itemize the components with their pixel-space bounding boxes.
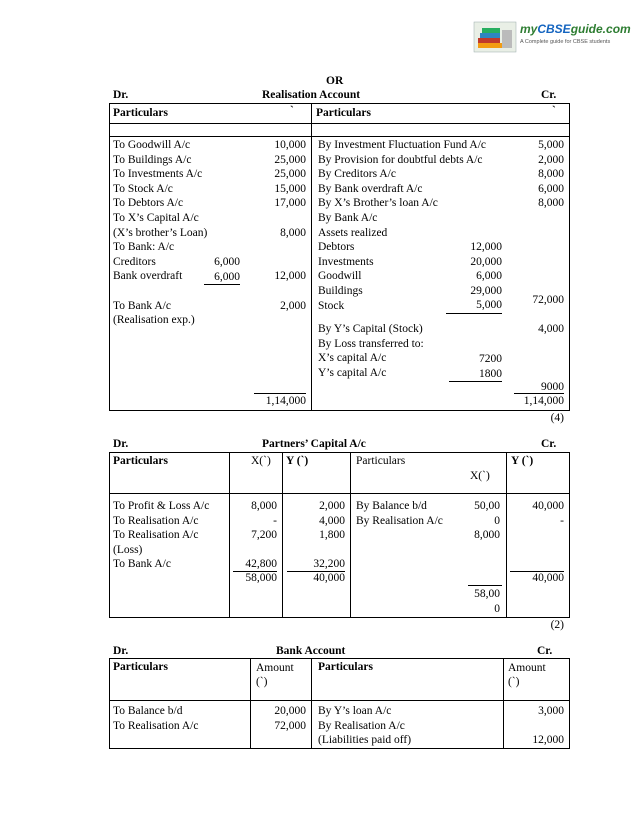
list-item: Debtors (318, 241, 355, 254)
bank-header-particulars-left: Particulars (113, 661, 168, 673)
realisation-right-inner: 12,000 20,000 6,000 29,000 5,000 7200 1800 (446, 240, 502, 382)
list-item: Assets realized (318, 226, 388, 239)
bank-left-column (113, 704, 198, 733)
site-logo (472, 16, 631, 56)
capital-left-y: 2,000 4,000 1,800 32,200 (313, 500, 345, 571)
list-item: (Liabilities paid off) (318, 734, 412, 747)
capital-header-x-left: X(`) (251, 455, 271, 467)
capital-header-y-left: Y (`) (286, 455, 309, 467)
bank-right-amounts: 3,000 12,000 (532, 705, 564, 747)
realisation-marks: (4) (550, 412, 564, 424)
list-item: To X’s Capital A/c (113, 211, 199, 224)
capital-right-column (356, 499, 443, 528)
list-item: By Loss transferred to: (318, 337, 424, 350)
realisation-left-inner: 6,000 6,000 (196, 255, 240, 285)
list-item: By Balance b/d (356, 500, 427, 512)
realisation-left-column (113, 138, 207, 328)
list-item: To Realisation A/c (113, 719, 199, 732)
list-item: To Profit & Loss A/c (113, 500, 210, 512)
capital-right-y: 40,000 - (532, 500, 564, 527)
capital-right-x: 50,00 0 8,000 (474, 500, 500, 542)
or-label: OR (326, 75, 344, 87)
realisation-title: Realisation Account (262, 89, 361, 101)
list-item: Goodwill (318, 270, 362, 283)
bank-cr: Cr. (537, 645, 553, 657)
capital-marks: (2) (550, 619, 564, 631)
bank-right-column (318, 704, 411, 748)
capital-right-total-y: 40,000 (532, 572, 564, 584)
brand-tagline: A Complete guide for CBSE students (520, 39, 611, 45)
list-item: Creditors (113, 255, 156, 268)
realisation-header-amount-left: ` (290, 105, 294, 117)
capital-header-x-right: X(`) (470, 470, 490, 482)
bank-title: Bank Account (276, 645, 346, 657)
realisation-loss-amount: 9000 (541, 381, 564, 393)
list-item: X’s capital A/c (318, 352, 387, 365)
capital-header-y-right: Y (`) (511, 455, 534, 467)
list-item: To Bank A/c (113, 299, 171, 312)
capital-header-particulars-right: Particulars (356, 455, 406, 467)
list-item: To Stock A/c (113, 182, 173, 195)
list-item: Investments (318, 255, 374, 268)
list-item: Bank overdraft (113, 270, 183, 283)
list-item: By Y’s Capital (Stock) (318, 323, 423, 336)
list-item: By Provision for doubtful debts A/c (318, 153, 483, 166)
list-item: By Investment Fluctuation Fund A/c (318, 139, 487, 151)
list-item: By Realisation A/c (356, 514, 443, 527)
capital-left-x: 8,000 - 7,200 42,800 (245, 500, 277, 571)
list-item: To Debtors A/c (113, 197, 184, 210)
capital-left-total-y: 40,000 (313, 572, 345, 584)
list-item: Stock (318, 299, 345, 312)
books-logo-icon (472, 18, 518, 54)
list-item: To Balance b/d (113, 705, 183, 717)
realisation-header-amount-right: ` (552, 105, 556, 117)
realisation-header-particulars-left: Particulars (113, 107, 168, 119)
capital-left-column (113, 499, 209, 572)
list-item: By Bank overdraft A/c (318, 182, 423, 195)
realisation-dr: Dr. (113, 89, 129, 101)
capital-cr: Cr. (541, 438, 557, 450)
bank-left-amounts: 20,000 72,000 (274, 705, 306, 732)
realisation-cr: Cr. (541, 89, 557, 101)
brand-name: myCBSEguide.com (520, 22, 631, 36)
bank-header-amount-right: Amount (`) (508, 662, 546, 688)
list-item: (Loss) (113, 543, 143, 556)
list-item: By X’s Brother’s loan A/c (318, 197, 438, 210)
list-item: (X’s brother’s Loan) (113, 226, 208, 239)
list-item: (Realisation exp.) (113, 314, 195, 327)
list-item: To Buildings A/c (113, 153, 192, 166)
list-item: To Realisation A/c (113, 514, 199, 527)
capital-title: Partners’ Capital A/c (262, 438, 366, 450)
capital-header-particulars-left: Particulars (113, 455, 168, 467)
capital-dr: Dr. (113, 438, 129, 450)
bank-header-amount-left: Amount (`) (256, 662, 294, 688)
list-item: To Investments A/c (113, 168, 203, 181)
list-item: By Realisation A/c (318, 719, 405, 732)
realisation-right-amounts: 5,000 2,000 8,000 6,000 8,000 (538, 139, 564, 210)
bank-header-particulars-right: Particulars (318, 661, 373, 673)
realisation-header-particulars-right: Particulars (316, 107, 371, 119)
realisation-left-amounts: 10,000 25,000 25,000 15,000 17,000 8,000 12,000 2,000 (274, 139, 306, 312)
list-item: By Bank A/c (318, 211, 378, 224)
bank-dr: Dr. (113, 645, 129, 657)
list-item: By Creditors A/c (318, 168, 396, 181)
realisation-assets-total: 72,000 (532, 294, 564, 306)
realisation-total-left: 1,14,000 (265, 395, 306, 407)
realisation-y-capital-amount: 4,000 (538, 323, 564, 335)
capital-left-total-x: 58,000 (245, 572, 277, 584)
list-item: To Goodwill A/c (113, 139, 191, 151)
list-item: To Bank: A/c (113, 241, 175, 254)
capital-right-total-x: 58,00 0 (474, 588, 500, 615)
list-item: By Y’s loan A/c (318, 705, 392, 717)
list-item: To Realisation A/c (113, 529, 199, 542)
list-item: Buildings (318, 284, 363, 297)
realisation-total-right: 1,14,000 (523, 395, 564, 407)
list-item: To Bank A/c (113, 558, 171, 571)
list-item: Y’s capital A/c (318, 366, 387, 379)
